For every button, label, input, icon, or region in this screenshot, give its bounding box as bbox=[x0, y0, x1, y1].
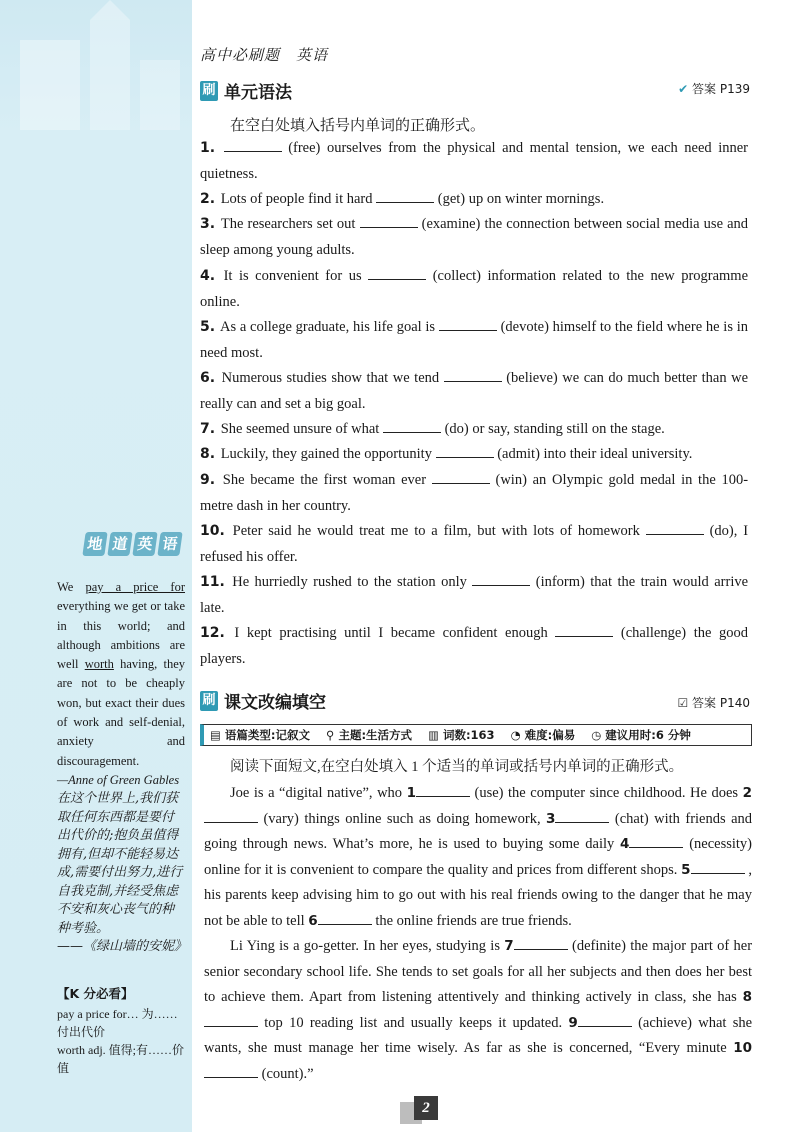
question-text: into their ideal university. bbox=[543, 446, 693, 462]
quote-text: having, they are not to be cheaply won, but exact their dues of work and self-denial, anxiety and discouragement. bbox=[57, 657, 185, 768]
difficulty-tag bbox=[511, 727, 576, 743]
passage-text: (chat) with friends and going through news. What’s more, he is used to buying some daily bbox=[204, 810, 753, 852]
section-1-instruction: 在空白处填入括号内单词的正确形式。 bbox=[230, 116, 486, 134]
section-2-heading bbox=[200, 688, 326, 713]
wordcount-label: 词数:163 bbox=[442, 728, 495, 742]
question-item bbox=[200, 315, 748, 366]
word-hint: (get) bbox=[437, 191, 466, 207]
question-number: 5. bbox=[200, 319, 216, 335]
section-2-instruction: 阅读下面短文,在空白处填入 1 个适当的单词或括号内单词的正确形式。 bbox=[230, 759, 684, 775]
answer-blank[interactable] bbox=[432, 469, 490, 484]
question-number: 4. bbox=[200, 268, 216, 284]
passage-text: (count).” bbox=[261, 1065, 314, 1082]
question-item bbox=[200, 417, 748, 443]
answer-blank[interactable] bbox=[578, 1012, 632, 1027]
answer-blank[interactable] bbox=[360, 213, 418, 228]
question-number: 2. bbox=[200, 191, 216, 207]
key-points-title: 【K 分必看】 bbox=[57, 986, 134, 1001]
doc-icon: ▤ bbox=[210, 728, 221, 742]
question-text: the connection between social media use and sleep among young adults. bbox=[200, 216, 749, 258]
time-tag bbox=[591, 727, 691, 743]
answer-blank[interactable] bbox=[224, 137, 282, 152]
genre-tag bbox=[210, 727, 310, 743]
difficulty-label: 难度:偏易 bbox=[524, 728, 576, 742]
passage-text: , his parents keep advising him to go out with his real friends owing to the danger that he may not be able to tell bbox=[204, 861, 753, 929]
word-hint: (examine) bbox=[421, 216, 481, 232]
key-point-item: pay a price for… 为……付出代价 bbox=[57, 1007, 178, 1039]
question-text: himself to the field where he is in need most. bbox=[200, 319, 749, 361]
theme-label: 主题:生活方式 bbox=[338, 728, 413, 742]
word-hint: (believe) bbox=[506, 370, 558, 386]
quote-text: We bbox=[57, 580, 86, 594]
quote-underlined-word: worth bbox=[84, 657, 114, 672]
question-text: the good players. bbox=[200, 625, 749, 667]
page-number-label: 2 bbox=[414, 1096, 438, 1120]
passage-text: the online friends are true friends. bbox=[375, 912, 572, 929]
passage-text: (achieve) what she wants, she must manage her time wisely. As far as she is concerned, “Every minute bbox=[204, 1014, 753, 1056]
blank-number: 3 bbox=[546, 810, 556, 827]
answer-blank[interactable] bbox=[691, 859, 745, 874]
question-item bbox=[200, 212, 748, 263]
section-title: 课文改编填空 bbox=[224, 693, 326, 713]
blank-number: 5 bbox=[681, 861, 691, 878]
word-hint: (win) bbox=[495, 472, 527, 488]
question-text: Lots of people find it hard bbox=[220, 191, 373, 207]
checkbox-icon: ☑ bbox=[677, 696, 689, 710]
answer-blank[interactable] bbox=[646, 520, 704, 535]
answer-blank[interactable] bbox=[555, 808, 609, 823]
check-icon: ✔ bbox=[678, 82, 689, 96]
passage-paragraph-1 bbox=[204, 781, 752, 934]
question-number: 11. bbox=[200, 574, 225, 590]
word-hint: (do), bbox=[709, 523, 738, 539]
passage-text: (definite) the major part of her senior secondary school life. She tends to set goals for all her subjects and then does her best to achieve them. Apart from listening attentively and thinking actively in class, she has bbox=[204, 938, 753, 1005]
question-item bbox=[200, 264, 748, 315]
book-icon: ▥ bbox=[428, 728, 439, 742]
question-text: Luckily, they gained the opportunity bbox=[220, 446, 432, 462]
answer-ref-label: 答案 P139 bbox=[692, 82, 750, 96]
sidebar-heading-char: 道 bbox=[107, 532, 132, 556]
passage-text: Joe is a “digital native”, who bbox=[230, 785, 403, 801]
question-text: we can do much better than we really can and set a big goal. bbox=[200, 370, 749, 412]
sidebar-quote bbox=[57, 578, 185, 790]
passage-text: Li Ying is a go-getter. In her eyes, studying is bbox=[230, 938, 500, 954]
blank-number: 7 bbox=[504, 938, 514, 954]
question-text: ourselves from the physical and mental tension, we each need inner quietness. bbox=[200, 140, 749, 182]
question-number: 12. bbox=[200, 625, 225, 641]
question-text: I kept practising until I became confident enough bbox=[234, 625, 548, 641]
key-point-item: worth adj. 值得;有……价值 bbox=[57, 1043, 184, 1075]
page-number bbox=[400, 1096, 438, 1126]
quote-underlined-phrase: pay a price for bbox=[85, 580, 185, 594]
passage-paragraph-2 bbox=[204, 934, 752, 1087]
section-mark-icon: 刷 bbox=[200, 691, 218, 711]
answer-blank[interactable] bbox=[472, 571, 530, 586]
question-item bbox=[200, 519, 748, 570]
question-text: that the train would arrive late. bbox=[200, 574, 749, 616]
answer-blank[interactable] bbox=[204, 1012, 258, 1027]
word-hint: (collect) bbox=[432, 268, 481, 284]
key-points-box bbox=[57, 985, 185, 1077]
question-number: 7. bbox=[200, 421, 216, 437]
answer-blank[interactable] bbox=[204, 1063, 258, 1078]
section-1-heading bbox=[200, 78, 292, 103]
question-text: Numerous studies show that we tend bbox=[221, 370, 440, 386]
gauge-icon: ◔ bbox=[510, 728, 521, 742]
answer-blank[interactable] bbox=[376, 188, 434, 203]
question-item bbox=[200, 136, 748, 187]
question-item bbox=[200, 187, 748, 213]
passage-text: top 10 reading list and usually keeps it updated. bbox=[264, 1014, 563, 1031]
blank-number: 4 bbox=[620, 836, 630, 852]
answer-blank[interactable] bbox=[629, 833, 683, 848]
sidebar-heading bbox=[84, 532, 181, 558]
word-hint: (devote) bbox=[500, 319, 549, 335]
question-number: 8. bbox=[200, 446, 216, 462]
search-icon: ⚲ bbox=[326, 728, 335, 742]
blank-number: 8 bbox=[742, 989, 753, 1005]
answer-blank[interactable] bbox=[318, 910, 372, 925]
word-hint: (free) bbox=[288, 140, 321, 156]
answer-reference-1[interactable] bbox=[678, 80, 750, 97]
sidebar-heading-char: 语 bbox=[157, 532, 182, 556]
quote-citation: —Anne of Green Gables bbox=[57, 772, 180, 787]
blank-number: 1 bbox=[406, 785, 416, 801]
answer-blank[interactable] bbox=[444, 367, 502, 382]
sidebar-translation bbox=[57, 790, 188, 957]
question-item bbox=[200, 570, 748, 621]
quote-text: everything we get or take in this world; and although ambitions are well bbox=[57, 599, 185, 672]
time-label: 建议用时:6 分钟 bbox=[605, 728, 691, 742]
question-text: or say, standing still on the stage. bbox=[472, 421, 665, 437]
answer-blank[interactable] bbox=[436, 443, 494, 458]
question-number: 6. bbox=[200, 370, 216, 386]
word-hint: (challenge) bbox=[620, 625, 687, 641]
passage-info-bar bbox=[200, 724, 752, 746]
sidebar-heading-char: 英 bbox=[132, 532, 157, 556]
book-title: 高中必刷题 英语 bbox=[200, 48, 329, 64]
answer-blank[interactable] bbox=[416, 782, 470, 797]
word-hint: (do) bbox=[444, 421, 469, 437]
question-text: As a college graduate, his life goal is bbox=[220, 319, 436, 335]
answer-reference-2[interactable] bbox=[677, 694, 750, 711]
question-text: He hurriedly rushed to the station only bbox=[232, 574, 467, 590]
blank-number: 9 bbox=[568, 1014, 578, 1031]
question-text: up on winter mornings. bbox=[468, 191, 605, 207]
translation-text: 在这个世界上,我们获取任何东西都是要付出代价的;抱负虽值得拥有,但却不能轻易达成,需要付出努力,进行自我克制,并经受焦虑不安和灰心丧气的种种考验。 bbox=[57, 791, 183, 936]
question-item bbox=[200, 621, 748, 672]
section-mark-icon: 刷 bbox=[200, 81, 218, 101]
passage-text: (use) the computer since childhood. He does bbox=[474, 785, 739, 801]
word-hint: (admit) bbox=[497, 446, 540, 462]
question-text: I refused his offer. bbox=[200, 523, 749, 565]
passage-text: (necessity) online for it is convenient to compare the quality and prices from different shops. bbox=[204, 836, 753, 878]
wordcount-tag bbox=[428, 727, 495, 743]
question-text: information related to the new programme online. bbox=[200, 268, 749, 310]
translation-source: ——《绿山墙的安妮》 bbox=[57, 939, 188, 954]
clock-icon: ◷ bbox=[591, 728, 602, 742]
sidebar-illustration bbox=[0, 0, 192, 150]
question-text: Peter said he would treat me to a film, but with lots of homework bbox=[232, 523, 640, 539]
question-item bbox=[200, 468, 748, 519]
answer-ref-label: 答案 P140 bbox=[692, 696, 750, 710]
genre-label: 语篇类型:记叙文 bbox=[224, 728, 310, 742]
blank-number: 6 bbox=[308, 912, 318, 929]
answer-blank[interactable] bbox=[383, 418, 441, 433]
blank-number: 10 bbox=[733, 1040, 753, 1056]
answer-blank[interactable] bbox=[439, 316, 497, 331]
word-hint: (inform) bbox=[535, 574, 585, 590]
question-text: She became the first woman ever bbox=[222, 472, 427, 488]
question-number: 10. bbox=[200, 523, 225, 539]
question-item bbox=[200, 442, 748, 468]
question-item bbox=[200, 366, 748, 417]
question-text: an Olympic gold medal in the 100-metre dash in her country. bbox=[200, 472, 749, 514]
question-text: She seemed unsure of what bbox=[220, 421, 380, 437]
answer-blank[interactable] bbox=[368, 265, 426, 280]
section-title: 单元语法 bbox=[224, 83, 292, 103]
answer-blank[interactable] bbox=[204, 808, 258, 823]
passage-text: (vary) things online such as doing homework, bbox=[263, 810, 541, 827]
answer-blank[interactable] bbox=[514, 935, 568, 950]
answer-blank[interactable] bbox=[555, 622, 613, 637]
question-number: 1. bbox=[200, 140, 216, 156]
question-number: 9. bbox=[200, 472, 216, 488]
question-text: It is convenient for us bbox=[223, 268, 362, 284]
theme-tag bbox=[326, 727, 412, 743]
blank-number: 2 bbox=[742, 785, 752, 801]
question-text: The researchers set out bbox=[220, 216, 356, 232]
question-number: 3. bbox=[200, 216, 216, 232]
sidebar-heading-char: 地 bbox=[82, 532, 107, 556]
sidebar bbox=[0, 0, 192, 1132]
